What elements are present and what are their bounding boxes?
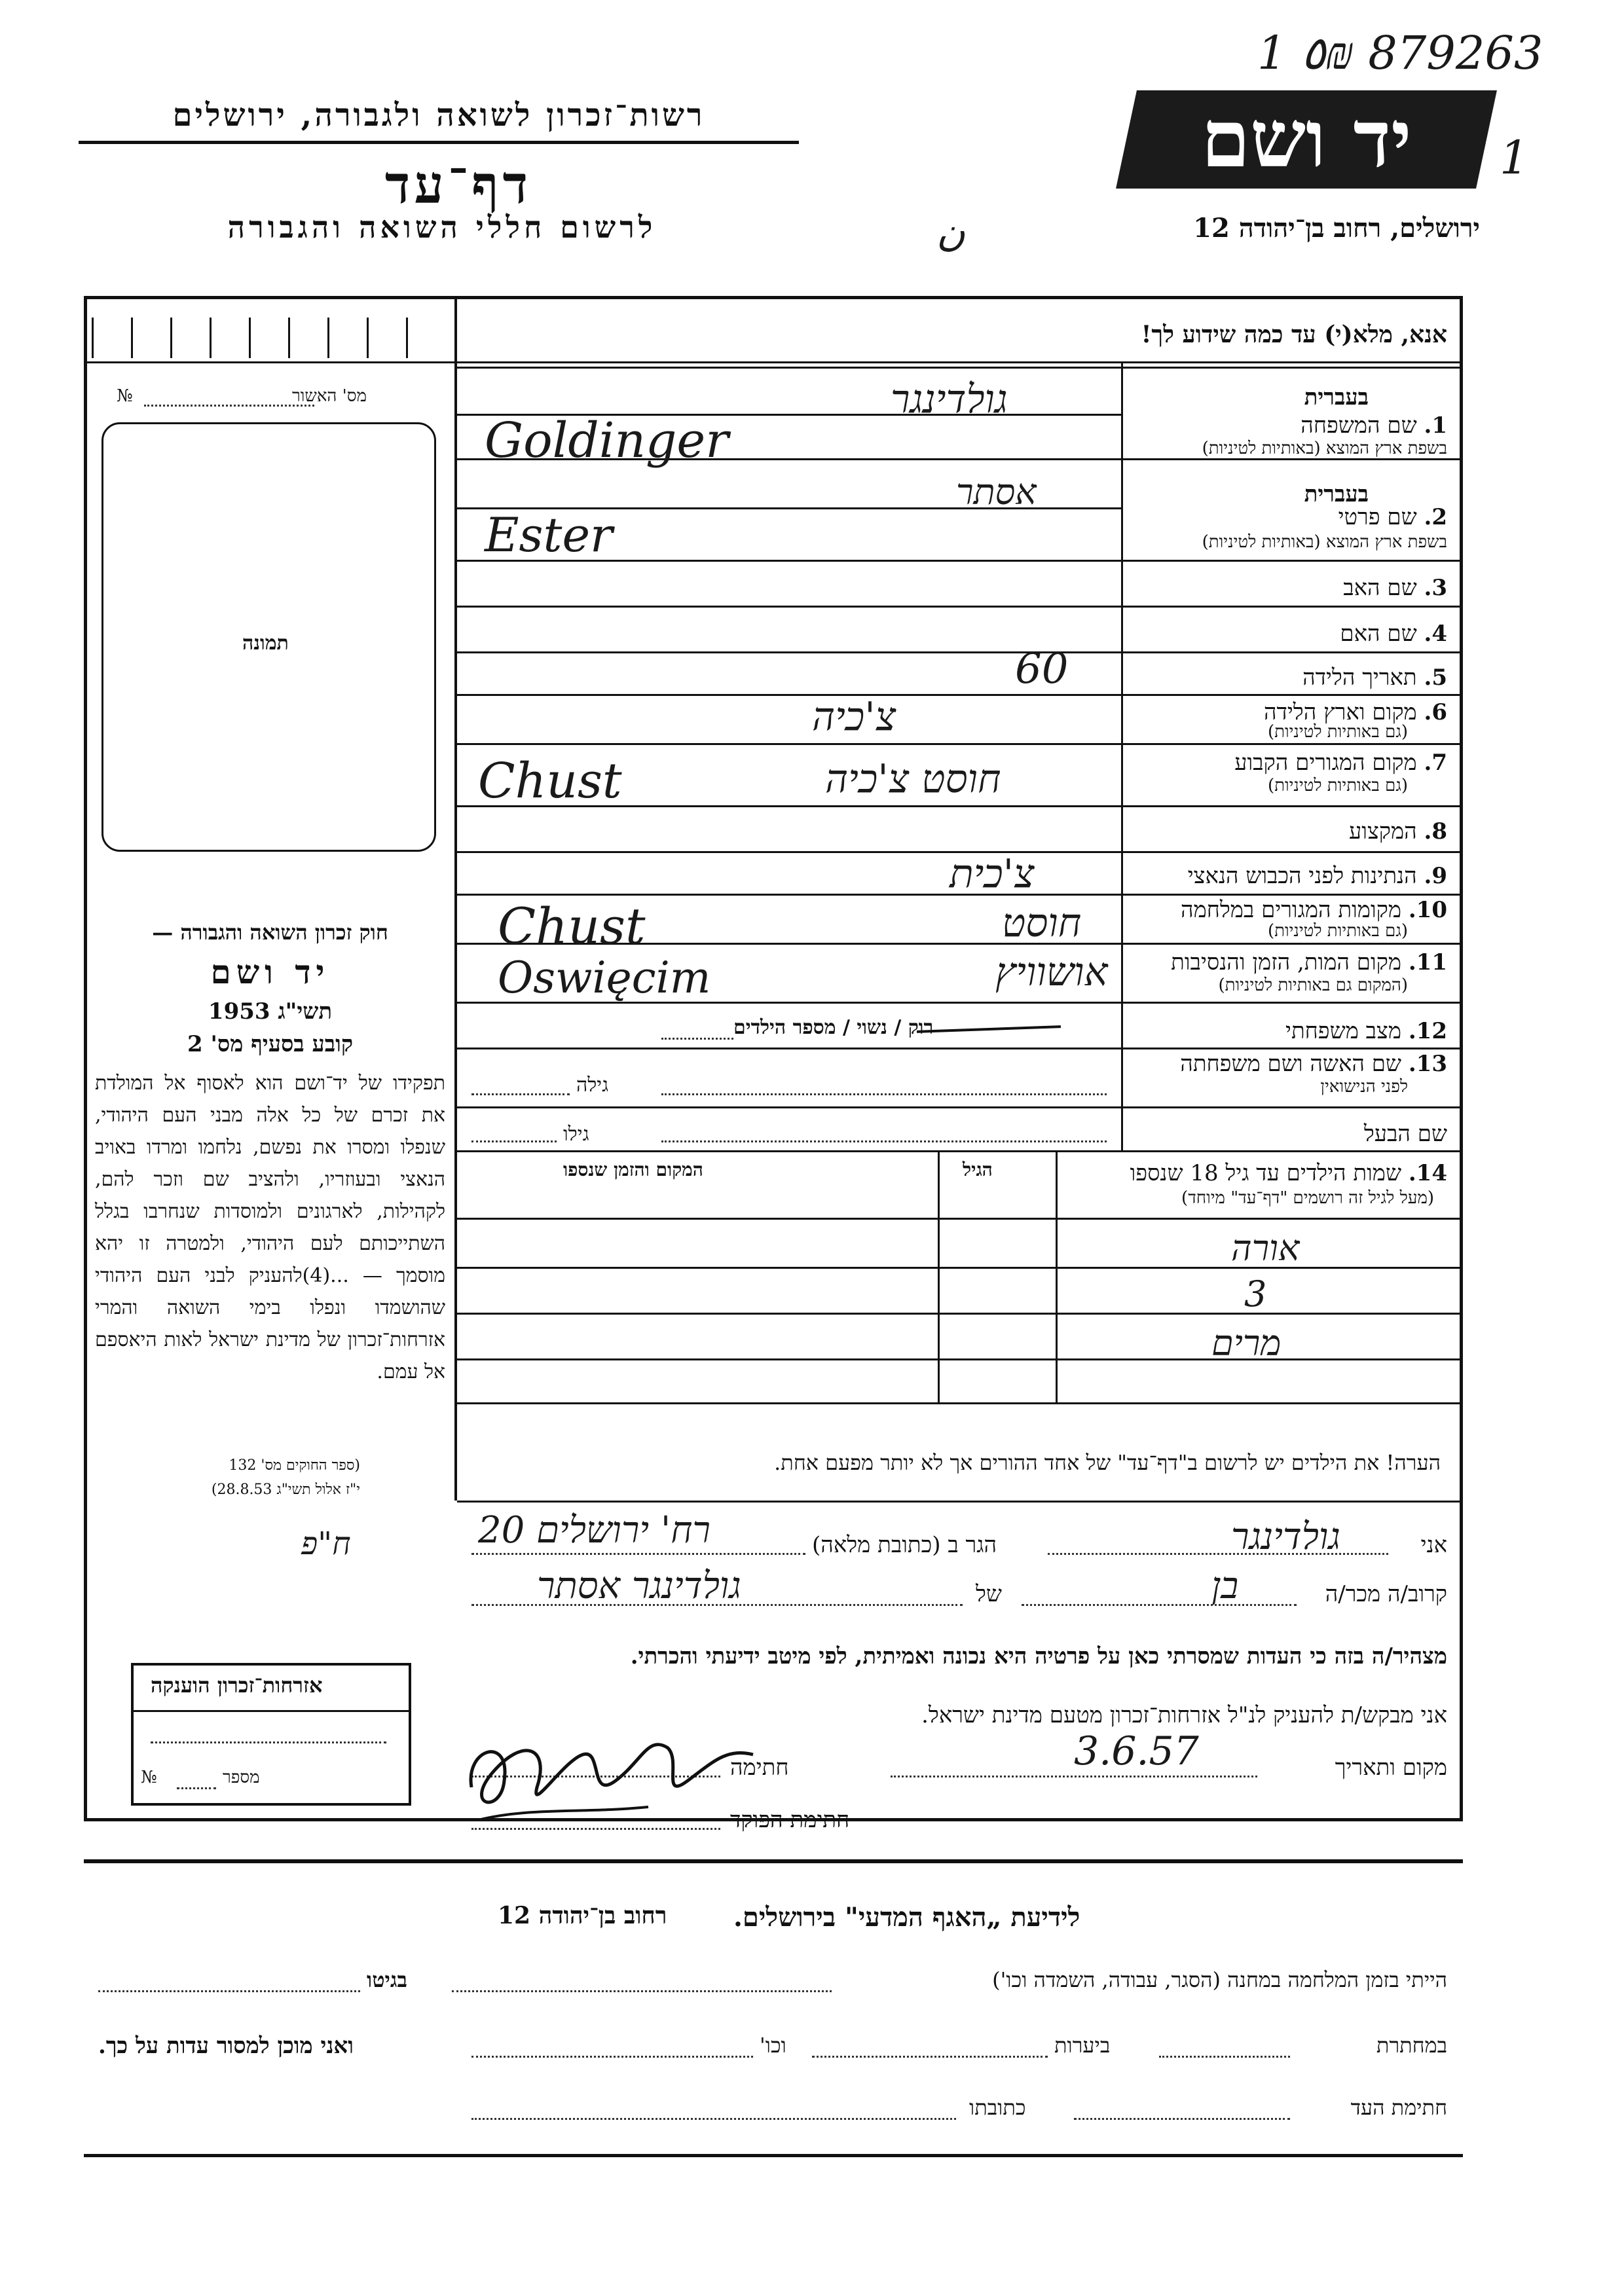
field-2-hebrew-tag: בעברית xyxy=(1304,481,1369,507)
child-3-name[interactable]: מרים xyxy=(1211,1322,1282,1364)
field-13-label xyxy=(1180,1051,1447,1077)
field-9-num: 9. xyxy=(1424,863,1447,889)
row-line xyxy=(457,1106,1463,1108)
children-col-divider xyxy=(938,1150,940,1402)
footer-line2-ready: ואני מוכן למסור עדות על כך. xyxy=(98,2033,354,2059)
reference-number: 879263 ₪٥ 1 xyxy=(1257,26,1543,80)
etc-field[interactable] xyxy=(471,2056,753,2058)
field-11-num: 11. xyxy=(1408,949,1447,975)
row-line xyxy=(457,651,1463,653)
citizenship-box-title: אזרחות־זכרון הוענקה xyxy=(151,1673,323,1698)
field-6-value[interactable]: צ'כיה xyxy=(812,694,896,740)
field-10-num: 10. xyxy=(1408,897,1447,923)
field-4-num: 4. xyxy=(1424,621,1447,647)
doodle-mark: ن xyxy=(936,210,966,255)
field-7-num: 7. xyxy=(1424,750,1447,776)
declare-text: מצהיר/ה בזה כי העדות שמסרתי כאן על פרטיה היא נכונה ואמיתית, לפי מיטב ידיעתי והכרתי. xyxy=(630,1643,1447,1669)
field-10-value-latin[interactable]: Chust xyxy=(498,897,646,955)
authority-underline xyxy=(79,141,799,144)
doc-title: דף־עד xyxy=(384,154,532,215)
law-year: תשי"ג 1953 xyxy=(208,998,333,1025)
field-4-label xyxy=(1340,621,1447,647)
field-2-value-latin[interactable]: Ester xyxy=(485,507,613,562)
field-1-sub: בשפת ארץ המוצא (באותיות לטיניות) xyxy=(1202,439,1447,458)
field-8-text: המקצוע xyxy=(1349,818,1417,845)
yad-vashem-logo xyxy=(1116,90,1497,189)
request-text: אני מבקש/ת להעניק לנ"ל אזרחות־זכרון מטעם מדינת ישראל. xyxy=(921,1702,1447,1728)
field-12-text: מצב משפחתי xyxy=(1285,1018,1402,1044)
field-7-sub: (גם באותיות לטיניות) xyxy=(1267,776,1408,795)
footer-line1-ghetto: בגיטו xyxy=(367,1967,407,1992)
field-2-label xyxy=(1338,504,1447,530)
field-11-value-he[interactable]: אושוויץ xyxy=(995,949,1108,995)
field-8-num: 8. xyxy=(1424,818,1447,845)
instruction: אנא, מלא(י) עד כמה שידוע לך! xyxy=(1141,321,1447,348)
witness-address-field[interactable] xyxy=(471,2118,956,2120)
label-column-divider xyxy=(1121,361,1123,1150)
footer-address: רחוב בן־יהודה 12 xyxy=(498,1902,667,1929)
approval-number-label: מס' האשור xyxy=(291,386,367,406)
field-5-value[interactable]: 60 xyxy=(1015,645,1069,693)
field-13-sub: לפני הנישואין xyxy=(1320,1077,1408,1097)
field-6-sub: (גם באותיות לטיניות) xyxy=(1267,722,1408,742)
field-12-label xyxy=(1285,1018,1447,1044)
ghetto-field[interactable] xyxy=(98,1990,360,1992)
children-row-line xyxy=(457,1267,1463,1269)
field-11-sub: (המקום גם באותיות לטיניות) xyxy=(1218,975,1408,995)
children-bottom-line xyxy=(457,1402,1463,1404)
reference-number-tail: 1 xyxy=(1500,131,1529,185)
husband-age-label: גילו xyxy=(563,1123,589,1146)
children-title xyxy=(1130,1160,1447,1186)
field-8-label xyxy=(1349,818,1447,845)
relation-field[interactable] xyxy=(1022,1604,1297,1606)
children-count-field[interactable] xyxy=(661,1038,733,1040)
field-1-label xyxy=(1301,412,1447,439)
field-11-value-latin[interactable]: Oswięcim xyxy=(498,953,711,1003)
child-2-name[interactable]: 3 xyxy=(1244,1273,1267,1315)
field-1-value-he[interactable]: גולדינגר xyxy=(891,376,1008,422)
footer-line2-underground: במחתרת xyxy=(1376,2033,1447,2058)
law-clause: קובע בסעיף מס' 2 xyxy=(187,1031,354,1057)
field-7-value-he[interactable]: חוסט צ'כיה xyxy=(825,756,1001,802)
field-7-value-latin[interactable]: Chust xyxy=(478,753,622,809)
field-12-num: 12. xyxy=(1408,1018,1447,1044)
field-13-num: 13. xyxy=(1408,1051,1447,1077)
law-ref-date: י"ז אלול תשי"ג 28.8.53) xyxy=(211,1482,360,1498)
wife-age-label: גילה xyxy=(576,1074,609,1097)
citizenship-box-line xyxy=(131,1710,409,1712)
logo-text: יד ושם xyxy=(1201,93,1412,185)
relation-value[interactable]: בן xyxy=(1211,1565,1239,1607)
field-7-text: מקום המגורים הקבוע xyxy=(1234,750,1417,776)
footer-line2-etc: וכו' xyxy=(760,2033,786,2058)
row-line xyxy=(457,694,1463,696)
photo-label: תמונה xyxy=(242,632,289,655)
field-1-text: שם המשפחה xyxy=(1301,412,1417,439)
wife-name-field[interactable] xyxy=(661,1093,1107,1095)
camp-field[interactable] xyxy=(452,1990,832,1992)
law-text: תפקידו של יד־ושם הוא לאסוף אל המולדת את זכרם של כל אלה מבני העם היהודי, שנפלו ומסרו את נפשם, נלחמו ומרדו באויב הנאצי ובעוזריו, ולהציב שם וזכר להם, לקהילות, לארגונים ולמוסדות שנחרבו בגלל השתייכותם לעם היהודי, ולמטרה זו יהא מוסמך — ...(4)להעניק לבני העם היהודי שהושמדו ונפלו בימי השואה והמרי אזרחות־זכרון של מדינת ישראל לאות היאספם אל עמם. xyxy=(95,1072,446,1383)
underground-field[interactable] xyxy=(1159,2056,1290,2058)
forests-field[interactable] xyxy=(812,2056,1048,2058)
field-10-label xyxy=(1181,897,1447,923)
field-5-text: תאריך הלידה xyxy=(1302,665,1417,691)
field-3-text: שם האב xyxy=(1343,575,1417,601)
law-name: יד ושם xyxy=(210,953,330,991)
row-line xyxy=(457,1150,1463,1152)
official-signature-field[interactable] xyxy=(471,1828,720,1830)
children-title-text: שמות הילדים עד גיל 18 שנספו xyxy=(1130,1160,1402,1186)
declaration-i-label: אני xyxy=(1420,1532,1447,1558)
law-ref: (ספר החוקים מס' 132 xyxy=(229,1457,360,1474)
husband-name-field[interactable] xyxy=(661,1140,1107,1142)
field-1-num: 1. xyxy=(1424,412,1447,439)
field-3-num: 3. xyxy=(1424,575,1447,601)
footer-bottom-line xyxy=(84,2154,1463,2157)
citizenship-field-1[interactable] xyxy=(151,1741,386,1743)
of-field[interactable] xyxy=(471,1604,963,1606)
footer-divider xyxy=(84,1859,1463,1863)
approval-number-suffix: № xyxy=(117,386,133,406)
children-row-line xyxy=(457,1358,1463,1360)
declarant-name[interactable]: גולדינגר xyxy=(1231,1516,1340,1558)
approval-ticks xyxy=(92,318,445,358)
address: ירושלים, רחוב בן־יהודה 12 xyxy=(1193,213,1480,244)
children-row-line xyxy=(457,1313,1463,1315)
footer-line3-witness: חתימת העד xyxy=(1350,2095,1447,2120)
field-5-label xyxy=(1302,665,1447,691)
husband-label: שם הבעל xyxy=(1363,1121,1447,1147)
note-bottom-line xyxy=(457,1501,1463,1503)
field-2-num: 2. xyxy=(1424,504,1447,530)
child-1-name[interactable]: אורה xyxy=(1231,1228,1300,1269)
footer-line3-address: כתובתו xyxy=(969,2095,1026,2120)
of-label: של xyxy=(976,1581,1002,1607)
row-line xyxy=(457,367,1463,369)
field-9-text: הנתינות לפני הכבוש הנאצי xyxy=(1187,863,1417,889)
field-13-text: שם האשה ושם משפחתה xyxy=(1180,1051,1402,1077)
children-num: 14. xyxy=(1408,1160,1447,1186)
marital-status-options[interactable]: רוק / נשוי / מספר הילדים xyxy=(733,1016,934,1039)
declarant-address-field[interactable] xyxy=(471,1553,805,1555)
law-title: חוק זכרון השואה והגבורה — xyxy=(152,920,388,945)
field-2-sub: בשפת ארץ המוצא (באותיות לטיניות) xyxy=(1202,532,1447,552)
children-col-divider-2 xyxy=(1056,1150,1058,1402)
field-5-num: 5. xyxy=(1424,665,1447,691)
field-10-sub: (גם באותיות לטיניות) xyxy=(1267,921,1408,941)
field-2-text: שם פרטי xyxy=(1338,504,1417,530)
footer-title: לידיעת „האגף המדעי" בירושלים. xyxy=(733,1902,1080,1933)
citizenship-number-suffix: № xyxy=(141,1768,157,1787)
field-7-label xyxy=(1234,750,1447,776)
children-col-place: המקום והזמן שנספו xyxy=(563,1159,703,1180)
relative-label: קרוב/ה מכר/ה xyxy=(1325,1581,1447,1607)
of-value[interactable]: גולדינגר אסתר xyxy=(537,1565,741,1607)
children-header-line xyxy=(457,1218,1463,1220)
field-3-label xyxy=(1343,575,1447,601)
children-col-age: הגיל xyxy=(963,1159,993,1180)
field-1-value-latin[interactable]: Goldinger xyxy=(485,412,729,469)
official-signature-label: חתימת הפוקד xyxy=(730,1807,850,1833)
field-9-label xyxy=(1188,863,1447,889)
declarant-address[interactable]: רח' ירושלים 20 xyxy=(478,1509,710,1552)
declarant-name-field[interactable] xyxy=(1048,1553,1388,1555)
place-date-field[interactable] xyxy=(891,1776,1257,1777)
place-date-value[interactable]: 3.6.57 xyxy=(1074,1728,1199,1774)
place-date-label: מקום ותאריך xyxy=(1335,1755,1447,1781)
address-extra: ח"פ xyxy=(301,1525,351,1562)
witness-signature-field[interactable] xyxy=(1074,2118,1290,2120)
footer-line1-camp: הייתי בזמן המלחמה במחנה (הסגר, עבודה, השמדה וכו') xyxy=(992,1967,1447,1992)
field-6-num: 6. xyxy=(1424,699,1447,725)
field-1-hebrew-tag: בעברית xyxy=(1304,384,1369,410)
field-11-text: מקום המות, הזמן והנסיבות xyxy=(1171,949,1402,975)
row-line xyxy=(457,1048,1463,1049)
footer-line2-forests: ביערות xyxy=(1054,2033,1111,2058)
field-4-text: שם האם xyxy=(1340,621,1417,647)
resides-label: הגר ב (כתובת מלאה) xyxy=(812,1532,997,1558)
note-text: הערה! את הילדים יש לרשום ב"דף־עד" של אחד ההורים אך לא יותר מפעם אחת. xyxy=(774,1450,1441,1475)
field-6-label xyxy=(1264,699,1447,725)
row-line xyxy=(457,606,1463,608)
field-9-value[interactable]: צ'כית xyxy=(950,851,1035,897)
children-sub: (מעל לגיל זה רושמים "דף־עד" מיוחד) xyxy=(1181,1188,1434,1208)
authority-name: רשות־זכרון לשואה ולגבורה, ירושלים xyxy=(172,97,705,134)
citizenship-number-field[interactable] xyxy=(177,1787,216,1789)
approval-number-field[interactable] xyxy=(144,405,314,407)
signature-label: חתימה xyxy=(730,1755,789,1781)
field-11-label xyxy=(1171,949,1447,975)
row-line xyxy=(457,743,1463,745)
citizenship-number-label: מספר xyxy=(223,1768,260,1787)
field-10-value-he[interactable]: חוסט xyxy=(1002,900,1082,946)
wife-age-field[interactable] xyxy=(471,1093,570,1095)
field-10-text: מקומות המגורים במלחמה xyxy=(1181,897,1402,923)
husband-age-field[interactable] xyxy=(471,1140,557,1142)
field-6-text: מקום וארץ הלידה xyxy=(1263,699,1417,725)
doc-subtitle: לרשום חללי השואה והגבורה xyxy=(227,210,657,245)
field-2-value-he[interactable]: אסתר xyxy=(956,471,1037,513)
